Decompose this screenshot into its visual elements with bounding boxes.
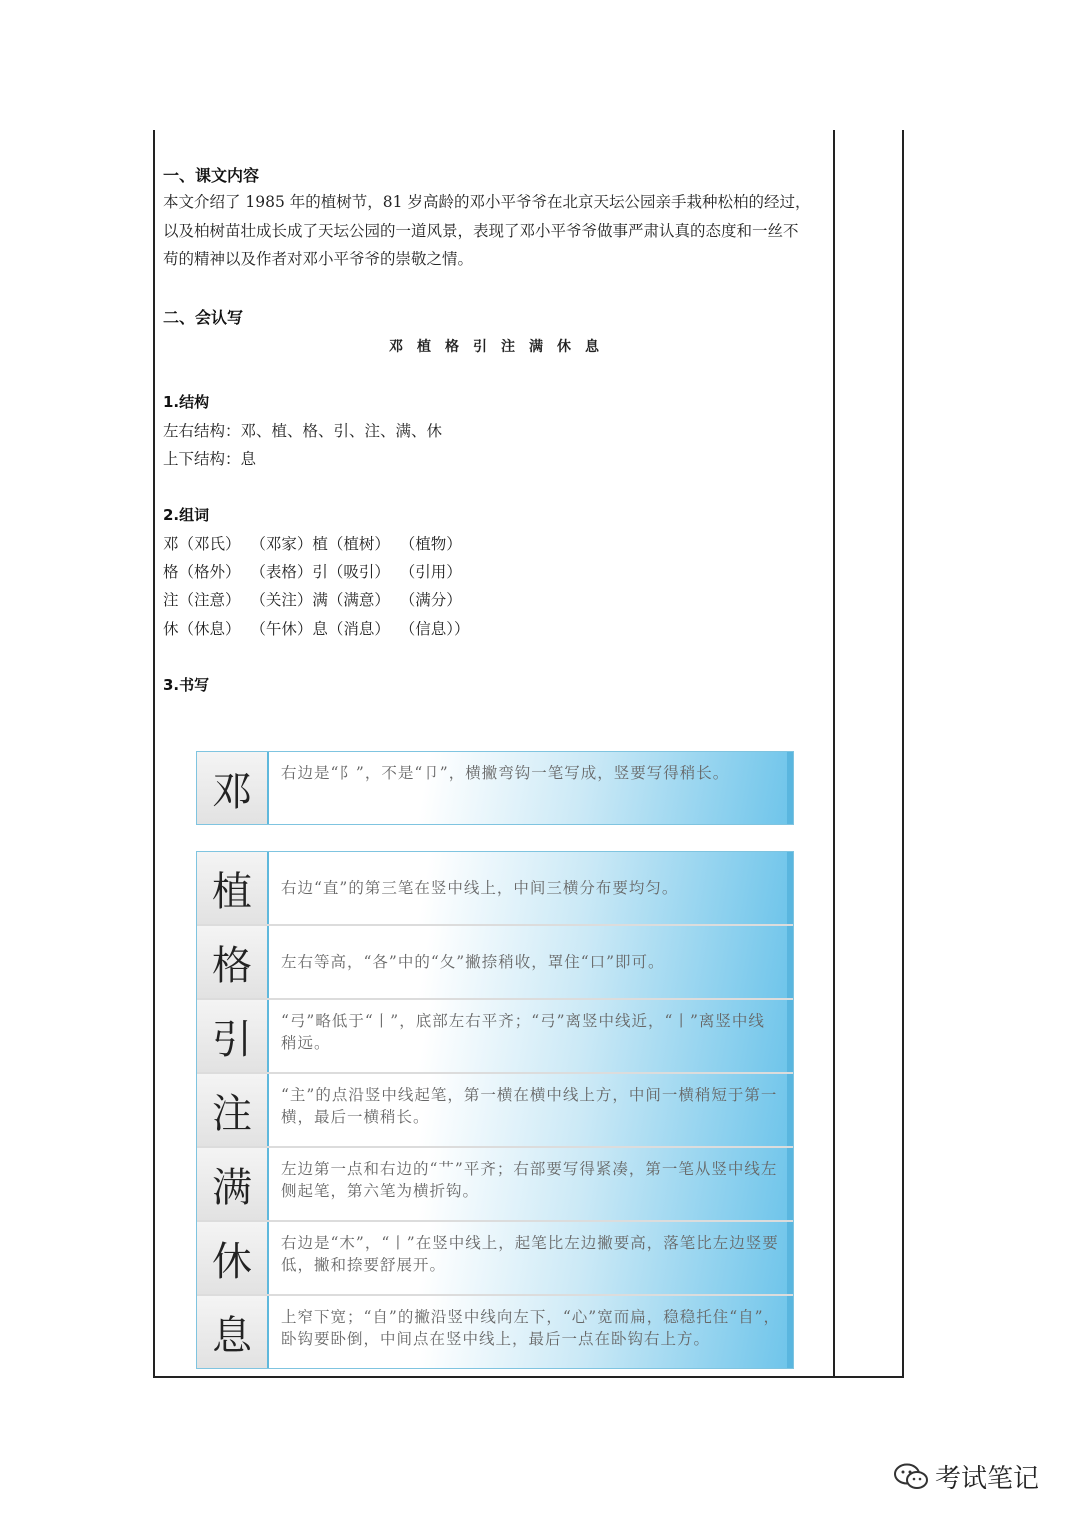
writing-guide-row: [197, 1148, 793, 1222]
watermark-label: 考试笔记: [935, 1464, 1040, 1494]
writing-tip: “弓”略低于“丨”，底部左右平齐；“弓”离竖中线近，“丨”离竖中线稍远。: [269, 1000, 793, 1072]
writing-tip: 右边“直”的第三笔在竖中线上，中间三横分布要均匀。: [269, 852, 793, 924]
table-border-bottom: [153, 1376, 904, 1378]
writing-guide-row: [197, 1000, 793, 1074]
character-glyph: 注: [197, 1074, 269, 1146]
table-border-middle: [833, 130, 835, 1378]
writing-guide-row: [197, 1074, 793, 1148]
writing-guide-row: [197, 926, 793, 1000]
words-heading: 2.组词: [163, 506, 210, 524]
writing-tip: 左右等高，“各”中的“夂”撇捺稍收，罩住“口”即可。: [269, 926, 793, 998]
character-glyph: 引: [197, 1000, 269, 1072]
character-glyph: 格: [197, 926, 269, 998]
word-line: 邓（邓氏） （邓家）植（植树） （植物）: [163, 535, 462, 553]
word-line: 注（注意） （关注）满（满意） （满分）: [163, 591, 462, 609]
content-paragraph: [163, 188, 828, 274]
character-glyph: 休: [197, 1222, 269, 1294]
character-glyph: 植: [197, 852, 269, 924]
writing-tip: 左边第一点和右边的“艹”平齐；右部要写得紧凑，第一笔从竖中线左侧起笔，第六笔为横折钩。: [269, 1148, 793, 1220]
character-glyph: 息: [197, 1296, 269, 1368]
character-glyph: 满: [197, 1148, 269, 1220]
writing-guide-row: [197, 752, 793, 824]
writing-tip: 右边是“木”，“丨”在竖中线上，起笔比左边撇要高，落笔比左边竖要低，撇和捺要舒展开。: [269, 1222, 793, 1294]
writing-tip: 上窄下宽；“自”的撇沿竖中线向左下，“心”宽而扁，稳稳托住“自”，卧钩要卧倒，中间点在竖中线上，最后一点在卧钩右上方。: [269, 1296, 793, 1368]
writing-guide-panel: [196, 851, 794, 1369]
wechat-chat-icon: [893, 1462, 929, 1492]
structure-heading: 1.结构: [163, 393, 210, 411]
paragraph-line: 以及柏树苗壮成长成了天坛公园的一道风景，表现了邓小平爷爷做事严肃认真的态度和一丝不: [163, 221, 799, 240]
writing-guide-row: [197, 1222, 793, 1296]
character-glyph: 邓: [197, 752, 269, 824]
writing-guide-panel: [196, 751, 794, 825]
watermark: [893, 1458, 1039, 1495]
structure-top-bottom: 上下结构：息: [163, 450, 257, 468]
paragraph-line: 本文介绍了 1985 年的植树节，81 岁高龄的邓小平爷爷在北京天坛公园亲手栽种松柏的经过，: [163, 193, 811, 211]
writing-tip: 右边是“阝”，不是“卩”，横撇弯钩一笔写成，竖要写得稍长。: [269, 752, 793, 824]
structure-left-right: 左右结构：邓、植、格、引、注、满、休: [163, 422, 443, 440]
table-border-left: [153, 130, 155, 1378]
word-line: 格（格外） （表格）引（吸引） （引用）: [163, 563, 462, 581]
character-list: 邓植格引注满休息: [389, 339, 613, 355]
writing-tip: “主”的点沿竖中线起笔，第一横在横中线上方，中间一横稍短于第一横，最后一横稍长。: [269, 1074, 793, 1146]
section-heading-characters: 二、会认写: [163, 308, 244, 327]
paragraph-line: 苟的精神以及作者对邓小平爷爷的崇敬之情。: [163, 250, 474, 268]
word-line: 休（休息） （午休）息（消息） （信息））: [163, 620, 470, 638]
writing-guide-row: [197, 852, 793, 926]
section-heading-content: 一、课文内容: [163, 166, 260, 185]
writing-heading: 3.书写: [163, 676, 210, 694]
table-border-right: [902, 130, 904, 1378]
writing-guide-row: [197, 1296, 793, 1368]
